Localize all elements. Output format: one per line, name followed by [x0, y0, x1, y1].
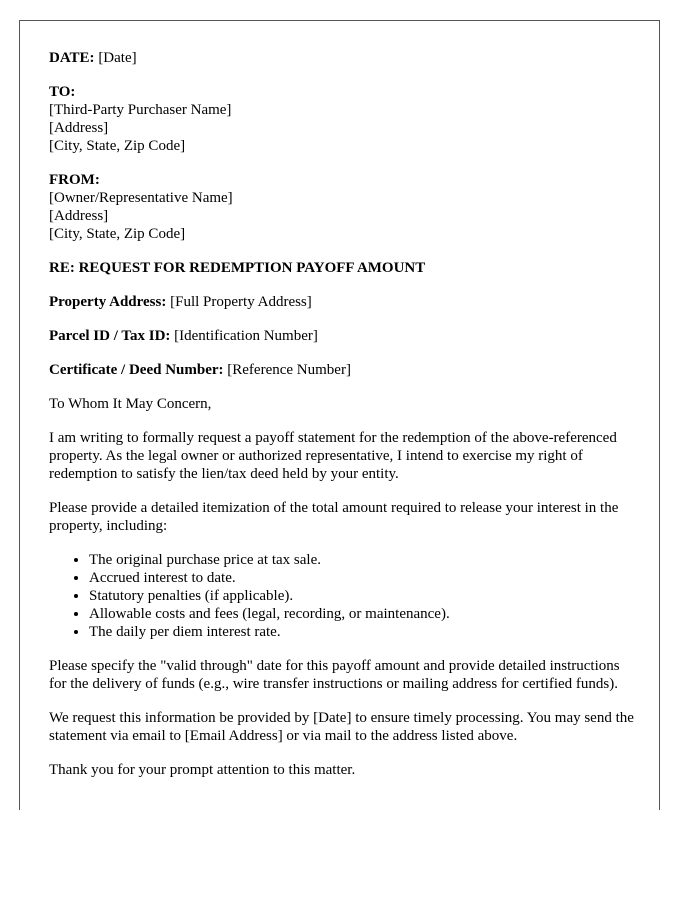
to-recipient-name: [Third-Party Purchaser Name] — [49, 102, 232, 118]
property-address-label: Property Address: — [49, 294, 167, 310]
list-item: • Statutory penalties (if applicable). — [89, 587, 639, 605]
parcel-id-line — [49, 327, 639, 345]
certificate-line — [49, 361, 639, 379]
letter-content — [49, 49, 639, 795]
parcel-id-label: Parcel ID / Tax ID: — [49, 328, 171, 344]
from-label: FROM: — [49, 172, 100, 188]
salutation: To Whom It May Concern, — [49, 396, 212, 412]
subject-line: RE: REQUEST FOR REDEMPTION PAYOFF AMOUNT — [49, 260, 426, 276]
from-block — [49, 171, 639, 243]
date-label: DATE: — [49, 50, 95, 66]
certificate-value: [Reference Number] — [227, 362, 351, 378]
property-address-line — [49, 293, 639, 311]
letter-page — [19, 20, 660, 810]
from-city-state-zip: [City, State, Zip Code] — [49, 226, 186, 242]
to-city-state-zip: [City, State, Zip Code] — [49, 138, 186, 154]
property-address-value: [Full Property Address] — [170, 294, 312, 310]
list-item: • Allowable costs and fees (legal, recording, or maintenance). — [89, 605, 639, 623]
valid-through-paragraph: Please specify the "valid through" date for this payoff amount and provide detailed instructions for the delivery of funds (e.g., wire transfer instructions or mailing address for certified funds). — [49, 658, 620, 692]
parcel-id-value: [Identification Number] — [174, 328, 318, 344]
to-address: [Address] — [49, 120, 109, 136]
closing-paragraph: Thank you for your prompt attention to this matter. — [49, 762, 356, 778]
from-address: [Address] — [49, 208, 109, 224]
itemization-paragraph: Please provide a detailed itemization of the total amount required to release your interest in the property, including: — [49, 500, 619, 534]
date-line — [49, 49, 639, 67]
list-item: • The original purchase price at tax sale. — [89, 551, 639, 569]
itemization-list — [49, 551, 639, 641]
list-item: • Accrued interest to date. — [89, 569, 639, 587]
from-sender-name: [Owner/Representative Name] — [49, 190, 233, 206]
to-block — [49, 83, 639, 155]
to-label: TO: — [49, 84, 76, 100]
deadline-paragraph: We request this information be provided by [Date] to ensure timely processing. You may send the statement via email to [Email Address] or via mail to the address listed above. — [49, 710, 634, 744]
list-item: • The daily per diem interest rate. — [89, 623, 639, 641]
date-value: [Date] — [98, 50, 137, 66]
certificate-label: Certificate / Deed Number: — [49, 362, 224, 378]
intro-paragraph: I am writing to formally request a payoff statement for the redemption of the above-referenced property. As the legal owner or authorized representative, I intend to exercise my right of redemption to satisfy the lien/tax deed held by your entity. — [49, 430, 617, 482]
